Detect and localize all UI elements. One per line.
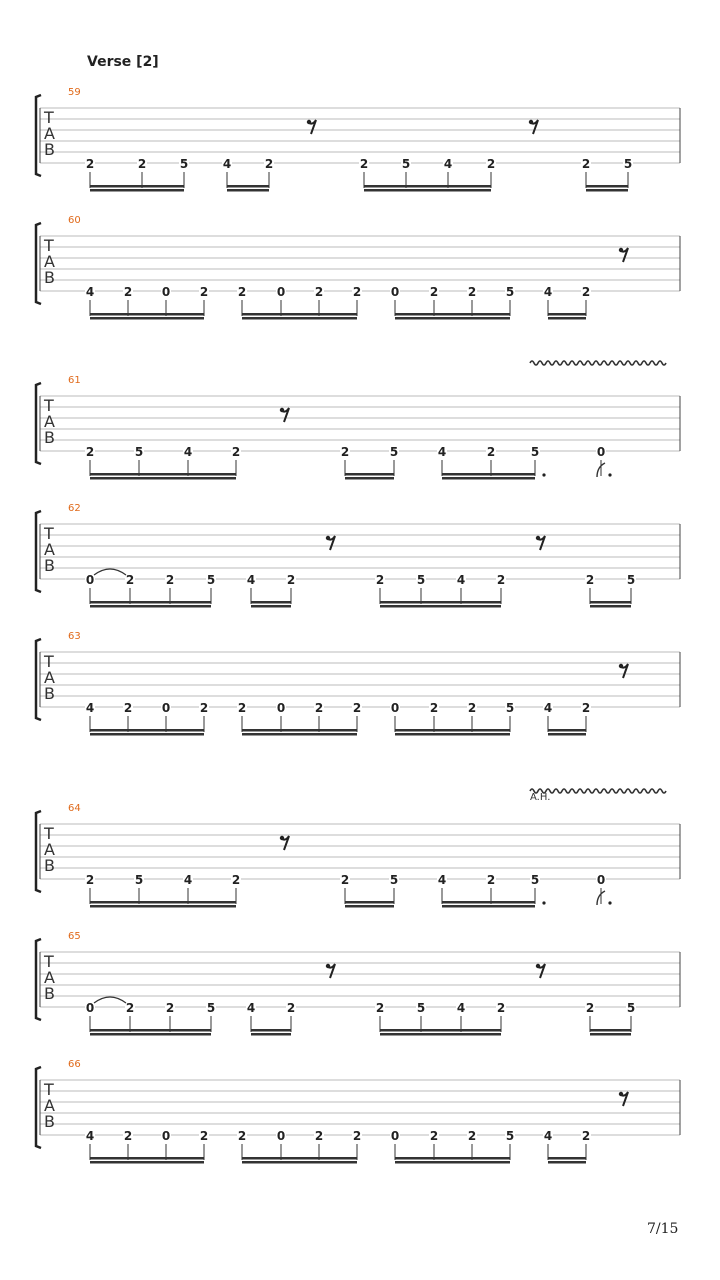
fret-number: 2 (231, 873, 241, 887)
beam (242, 733, 357, 736)
fret-number: 2 (486, 873, 496, 887)
fret-number: 2 (496, 573, 506, 587)
rest-dot (326, 964, 330, 968)
fret-number: 2 (429, 285, 439, 299)
beam (590, 1033, 631, 1036)
tab-clef-letter: T (44, 652, 54, 671)
beam (442, 901, 535, 904)
rest-dot (326, 536, 330, 540)
tab-system-61 (36, 361, 680, 480)
beam (380, 1033, 501, 1036)
fret-number: 0 (85, 573, 95, 587)
fret-number: 4 (543, 285, 553, 299)
fret-number: 2 (199, 1129, 209, 1143)
beam (395, 1157, 510, 1160)
beam (345, 905, 394, 908)
tab-clef-letter: T (44, 524, 54, 543)
beam (586, 185, 628, 188)
beam (90, 729, 204, 732)
fret-number: 5 (626, 1001, 636, 1015)
fret-number: 2 (199, 285, 209, 299)
beam (90, 473, 236, 476)
fret-number: 5 (401, 157, 411, 171)
tab-clef-letter: B (44, 984, 55, 1003)
tab-clef-letter: A (44, 124, 55, 143)
fret-number: 4 (437, 873, 447, 887)
measure-number: 65 (68, 931, 81, 942)
beam (90, 601, 211, 604)
fret-number: 2 (496, 1001, 506, 1015)
fret-number: 2 (123, 285, 133, 299)
fret-number: 5 (206, 573, 216, 587)
beam (548, 729, 586, 732)
fret-number: 4 (246, 1001, 256, 1015)
tab-clef-letter: A (44, 1096, 55, 1115)
beam (90, 1161, 204, 1164)
tab-clef-letter: T (44, 952, 54, 971)
tab-clef-letter: B (44, 556, 55, 575)
beam (90, 477, 236, 480)
beam (90, 189, 184, 192)
beam (586, 189, 628, 192)
vibrato-line (530, 789, 666, 793)
fret-number: 4 (456, 573, 466, 587)
fret-number: 4 (183, 873, 193, 887)
fret-number: 4 (443, 157, 453, 171)
rest-dot (307, 120, 311, 124)
measure-number: 61 (68, 375, 81, 386)
tab-clef-letter: T (44, 824, 54, 843)
beam (364, 185, 491, 188)
fret-number: 2 (352, 1129, 362, 1143)
beam (90, 1033, 211, 1036)
fret-number: 2 (125, 1001, 135, 1015)
fret-number: 0 (596, 445, 606, 459)
tab-clef-letter: T (44, 1080, 54, 1099)
beam (395, 313, 510, 316)
fret-number: 5 (206, 1001, 216, 1015)
tab-clef-letter: A (44, 840, 55, 859)
beam (548, 733, 586, 736)
beam (395, 1161, 510, 1164)
rest-dot (536, 964, 540, 968)
beam (590, 601, 631, 604)
beam (90, 905, 236, 908)
fret-number: 2 (237, 1129, 247, 1143)
fret-number: 2 (237, 285, 247, 299)
rest-dot (619, 664, 623, 668)
fret-number: 2 (286, 1001, 296, 1015)
beam (251, 601, 291, 604)
beam (395, 317, 510, 320)
beam (380, 1029, 501, 1032)
fret-number: 2 (199, 701, 209, 715)
section-label: Verse [2] (87, 54, 159, 70)
beam (364, 189, 491, 192)
fret-number: 4 (85, 1129, 95, 1143)
measure-number: 60 (68, 215, 81, 226)
fret-number: 4 (85, 701, 95, 715)
tab-system-62 (36, 503, 680, 608)
harmonic-label: A.H. (530, 792, 551, 803)
tab-clef-letter: T (44, 396, 54, 415)
beam (90, 317, 204, 320)
beam (442, 905, 535, 908)
tab-clef-letter: A (44, 252, 55, 271)
fret-number: 2 (314, 1129, 324, 1143)
tie-arc (94, 997, 126, 1003)
beam (395, 729, 510, 732)
beam (251, 1033, 291, 1036)
beam (227, 185, 269, 188)
fret-number: 0 (390, 285, 400, 299)
measure-number: 62 (68, 503, 81, 514)
beam (227, 189, 269, 192)
fret-number: 2 (581, 157, 591, 171)
fret-number: 2 (581, 285, 591, 299)
vibrato-line (530, 361, 666, 365)
tab-clef-letter: B (44, 268, 55, 287)
fret-number: 5 (626, 573, 636, 587)
fret-number: 5 (389, 873, 399, 887)
beam (590, 1029, 631, 1032)
beam (242, 313, 357, 316)
beam (90, 733, 204, 736)
augmentation-dot (542, 901, 545, 904)
fret-number: 5 (389, 445, 399, 459)
beam (345, 477, 394, 480)
fret-number: 2 (581, 1129, 591, 1143)
tie-arc (94, 569, 126, 575)
fret-number: 5 (505, 1129, 515, 1143)
fret-number: 2 (352, 285, 362, 299)
tab-clef-letter: A (44, 668, 55, 687)
fret-number: 4 (456, 1001, 466, 1015)
fret-number: 2 (467, 701, 477, 715)
fret-number: 4 (222, 157, 232, 171)
measure-number: 64 (68, 803, 81, 814)
fret-number: 5 (623, 157, 633, 171)
fret-number: 2 (123, 701, 133, 715)
tab-system-60 (36, 215, 680, 320)
tab-clef-letter: B (44, 856, 55, 875)
beam (242, 729, 357, 732)
fret-number: 2 (314, 701, 324, 715)
beam (345, 901, 394, 904)
fret-number: 5 (416, 573, 426, 587)
fret-number: 0 (390, 1129, 400, 1143)
tab-system-64 (36, 789, 680, 908)
fret-number: 2 (123, 1129, 133, 1143)
fret-number: 5 (416, 1001, 426, 1015)
fret-number: 0 (596, 873, 606, 887)
fret-number: 2 (340, 445, 350, 459)
tab-clef-letter: A (44, 412, 55, 431)
fret-number: 2 (340, 873, 350, 887)
fret-number: 4 (85, 285, 95, 299)
fret-number: 5 (530, 445, 540, 459)
tab-system-63 (36, 631, 680, 736)
augmentation-dot (608, 901, 611, 904)
fret-number: 2 (375, 1001, 385, 1015)
tab-clef-letter: A (44, 968, 55, 987)
fret-number: 2 (585, 573, 595, 587)
tab-clef-letter: T (44, 236, 54, 255)
fret-number: 4 (543, 1129, 553, 1143)
fret-number: 0 (276, 1129, 286, 1143)
beam (90, 901, 236, 904)
beam (548, 1161, 586, 1164)
fret-number: 2 (359, 157, 369, 171)
fret-number: 2 (486, 445, 496, 459)
fret-number: 2 (165, 573, 175, 587)
beam (380, 605, 501, 608)
fret-number: 2 (264, 157, 274, 171)
fret-number: 5 (134, 873, 144, 887)
fret-number: 4 (543, 701, 553, 715)
fret-number: 0 (276, 285, 286, 299)
tab-system-65 (36, 931, 680, 1036)
beam (90, 313, 204, 316)
beam (380, 601, 501, 604)
fret-number: 5 (179, 157, 189, 171)
beam (548, 317, 586, 320)
beam (251, 1029, 291, 1032)
fret-number: 2 (467, 1129, 477, 1143)
fret-number: 0 (161, 1129, 171, 1143)
tab-clef-letter: T (44, 108, 54, 127)
fret-number: 2 (375, 573, 385, 587)
beam (548, 313, 586, 316)
fret-number: 2 (314, 285, 324, 299)
beam (442, 473, 535, 476)
beam (442, 477, 535, 480)
measure-number: 66 (68, 1059, 81, 1070)
fret-number: 5 (530, 873, 540, 887)
fret-number: 2 (352, 701, 362, 715)
fret-number: 0 (161, 285, 171, 299)
fret-number: 0 (161, 701, 171, 715)
beam (548, 1157, 586, 1160)
beam (395, 733, 510, 736)
beam (242, 1157, 357, 1160)
beam (90, 185, 184, 188)
fret-number: 2 (585, 1001, 595, 1015)
beam (242, 1161, 357, 1164)
fret-number: 5 (505, 701, 515, 715)
fret-number: 2 (231, 445, 241, 459)
fret-number: 2 (137, 157, 147, 171)
beam (90, 1029, 211, 1032)
fret-number: 2 (467, 285, 477, 299)
beam (251, 605, 291, 608)
fret-number: 2 (85, 445, 95, 459)
fret-number: 2 (85, 157, 95, 171)
fret-number: 2 (165, 1001, 175, 1015)
beam (90, 1157, 204, 1160)
fret-number: 0 (276, 701, 286, 715)
fret-number: 2 (581, 701, 591, 715)
measure-number: 59 (68, 87, 81, 98)
tab-clef-letter: B (44, 140, 55, 159)
measure-number: 63 (68, 631, 81, 642)
rest-dot (529, 120, 533, 124)
fret-number: 2 (237, 701, 247, 715)
fret-number: 4 (183, 445, 193, 459)
fret-number: 2 (486, 157, 496, 171)
fret-number: 4 (437, 445, 447, 459)
page-number: 7/15 (647, 1221, 679, 1237)
beam (90, 605, 211, 608)
fret-number: 4 (246, 573, 256, 587)
tab-clef-letter: B (44, 684, 55, 703)
fret-number: 2 (125, 573, 135, 587)
rest-dot (619, 1092, 623, 1096)
tab-clef-letter: A (44, 540, 55, 559)
rest-dot (536, 536, 540, 540)
tab-clef-letter: B (44, 1112, 55, 1131)
fret-number: 5 (505, 285, 515, 299)
beam (345, 473, 394, 476)
tab-clef-letter: B (44, 428, 55, 447)
beam (590, 605, 631, 608)
rest-dot (619, 248, 623, 252)
rest-dot (280, 408, 284, 412)
fret-number: 0 (390, 701, 400, 715)
fret-number: 2 (429, 701, 439, 715)
fret-number: 2 (429, 1129, 439, 1143)
augmentation-dot (608, 473, 611, 476)
fret-number: 0 (85, 1001, 95, 1015)
fret-number: 2 (286, 573, 296, 587)
tab-system-59 (36, 87, 680, 192)
tab-system-66 (36, 1059, 680, 1164)
fret-number: 2 (85, 873, 95, 887)
augmentation-dot (542, 473, 545, 476)
beam (242, 317, 357, 320)
fret-number: 5 (134, 445, 144, 459)
rest-dot (280, 836, 284, 840)
